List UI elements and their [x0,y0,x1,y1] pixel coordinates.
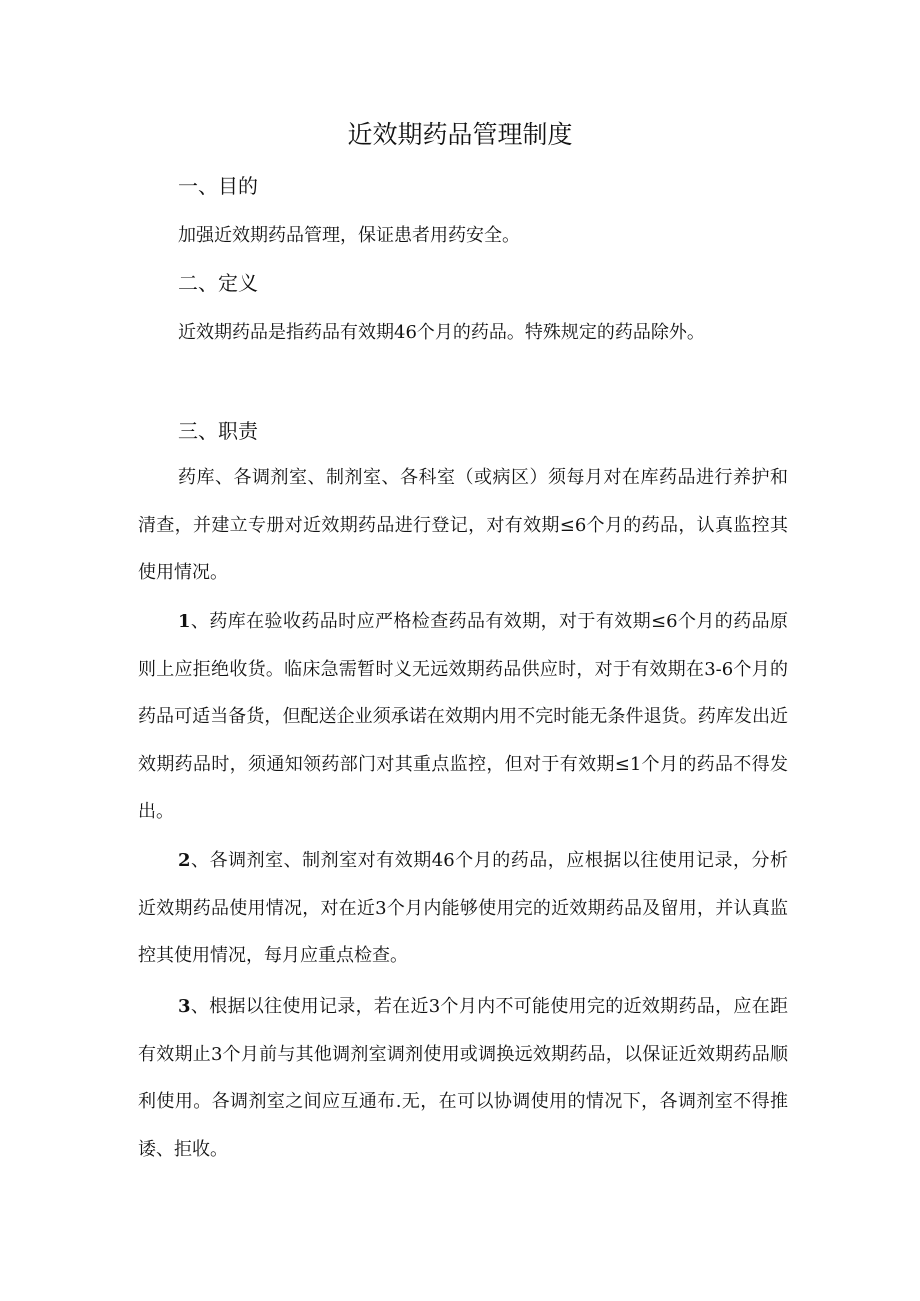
item-number: 2 [178,850,191,871]
section-heading-responsibility: 三、职责 [178,419,258,443]
section-heading-definition: 二、定义 [178,271,258,295]
responsibility-item-1 [138,598,788,836]
section-body-definition: 近效期药品是指药品有效期46个月的药品。特殊规定的药品除外。 [178,322,705,343]
responsibility-item-3 [138,983,788,1173]
item-text: 、根据以往使用记录，若在近3个月内不可能使用完的近效期药品，应在距有效期止3个月前与其他调剂室调剂使用或调换远效期药品，以保证近效期药品顺利使用。各调剂室之间应互通布.无，在可以协调使用的情况下，各调剂室不得推诿、拒收。 [138,996,788,1160]
section-body-purpose: 加强近效期药品管理，保证患者用药安全。 [178,225,520,246]
item-number: 3 [178,996,191,1017]
item-text: 、药库在验收药品时应严格检查药品有效期，对于有效期≤6个月的药品原则上应拒绝收货。临床急需暂时义无远效期药品供应时，对于有效期在3-6个月的药品可适当备货，但配送企业须承诺在效期内用不完时能无条件退货。药库发出近效期药品时，须通知领药部门对其重点监控，但对于有效期≤1个月的药品不得发出。 [138,611,788,822]
responsibility-item-2 [138,837,788,980]
item-text: 、各调剂室、制剂室对有效期46个月的药品，应根据以往使用记录，分析近效期药品使用情况，对在近3个月内能够使用完的近效期药品及留用，并认真监控其使用情况，每月应重点检查。 [138,850,788,966]
section-heading-purpose: 一、目的 [178,174,258,198]
section-body-responsibility: 药库、各调剂室、制剂室、各科室（或病区）须每月对在库药品进行养护和清查，并建立专册对近效期药品进行登记，对有效期≤6个月的药品，认真监控其使用情况。 [138,467,788,583]
item-number: 1 [178,611,191,632]
document-title: 近效期药品管理制度 [347,120,573,149]
